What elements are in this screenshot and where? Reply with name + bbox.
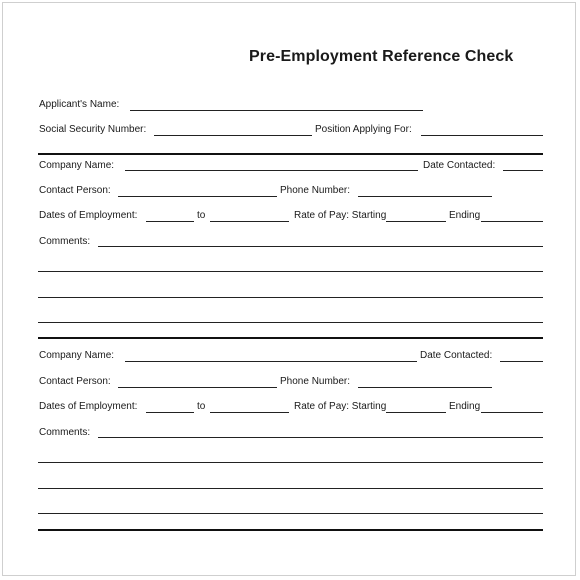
comments-line[interactable] (38, 462, 543, 463)
company-name-field[interactable] (125, 170, 418, 171)
rate-ending-field[interactable] (481, 412, 543, 413)
comments-line[interactable] (98, 246, 543, 247)
phone-number-label: Phone Number: (280, 185, 351, 196)
contact-person-label: Contact Person: (39, 376, 111, 387)
comments-line[interactable] (38, 513, 543, 514)
section-divider (38, 153, 543, 155)
section-divider (38, 529, 543, 531)
dates-of-employment-label: Dates of Employment: (39, 210, 138, 221)
date-contacted-field[interactable] (503, 170, 543, 171)
date-contacted-label: Date Contacted: (423, 160, 496, 171)
ssn-label: Social Security Number: (39, 124, 147, 135)
comments-label: Comments: (39, 427, 91, 438)
comments-label: Comments: (39, 236, 91, 247)
rate-starting-field[interactable] (386, 221, 446, 222)
comments-line[interactable] (98, 437, 543, 438)
to-label: to (197, 210, 206, 221)
applicant-name-field[interactable] (130, 110, 423, 111)
company-name-label: Company Name: (39, 160, 115, 171)
employment-start-field[interactable] (146, 221, 194, 222)
page-frame (2, 2, 576, 576)
ssn-field[interactable] (154, 135, 312, 136)
comments-line[interactable] (38, 297, 543, 298)
section-divider (38, 337, 543, 339)
date-contacted-label: Date Contacted: (420, 350, 493, 361)
employment-end-field[interactable] (210, 221, 289, 222)
comments-line[interactable] (38, 322, 543, 323)
company-name-label: Company Name: (39, 350, 115, 361)
applicant-name-label: Applicant's Name: (39, 99, 120, 110)
rate-of-pay-label: Rate of Pay: Starting (294, 401, 387, 412)
rate-starting-field[interactable] (386, 412, 446, 413)
ending-label: Ending (449, 401, 481, 412)
form-title: Pre-Employment Reference Check (249, 48, 514, 65)
contact-person-label: Contact Person: (39, 185, 111, 196)
comments-line[interactable] (38, 271, 543, 272)
contact-person-field[interactable] (118, 387, 277, 388)
to-label: to (197, 401, 206, 412)
employment-start-field[interactable] (146, 412, 194, 413)
phone-number-field[interactable] (358, 196, 492, 197)
contact-person-field[interactable] (118, 196, 277, 197)
employment-end-field[interactable] (210, 412, 289, 413)
position-field[interactable] (421, 135, 543, 136)
phone-number-field[interactable] (358, 387, 492, 388)
dates-of-employment-label: Dates of Employment: (39, 401, 138, 412)
position-label: Position Applying For: (315, 124, 412, 135)
company-name-field[interactable] (125, 361, 417, 362)
rate-ending-field[interactable] (481, 221, 543, 222)
comments-line[interactable] (38, 488, 543, 489)
date-contacted-field[interactable] (500, 361, 543, 362)
ending-label: Ending (449, 210, 481, 221)
phone-number-label: Phone Number: (280, 376, 351, 387)
rate-of-pay-label: Rate of Pay: Starting (294, 210, 387, 221)
